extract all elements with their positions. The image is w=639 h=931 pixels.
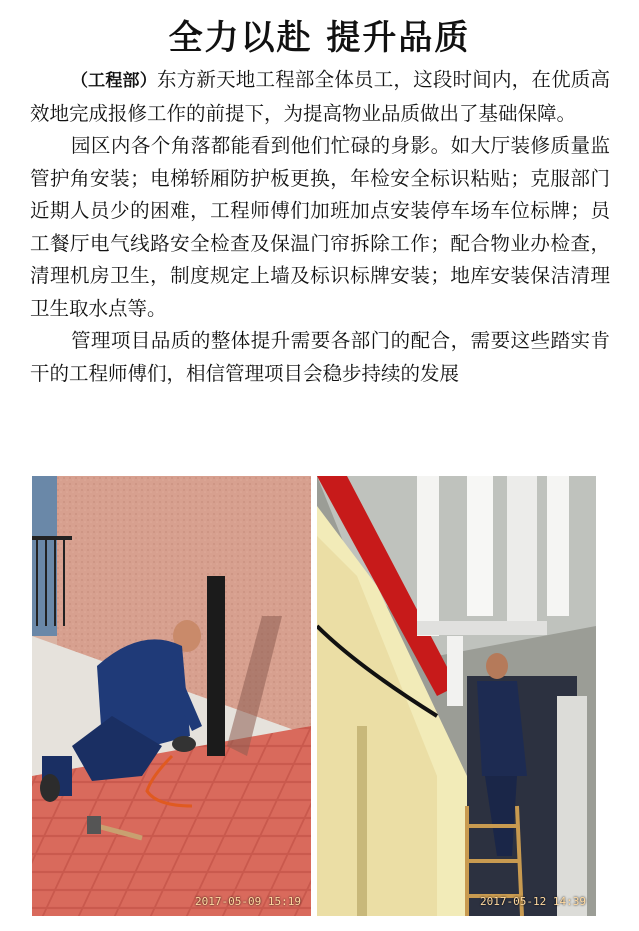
photo-left-image xyxy=(32,476,311,916)
paragraph-1 xyxy=(30,64,610,130)
photo-parking-sign-installation xyxy=(32,476,311,916)
paragraph-3: 管理项目品质的整体提升需要各部门的配合，需要这些踏实肯干的工程师傅们，相信管理项目会稳步持续的发展 xyxy=(30,329,610,385)
article-title: 全力以赴 提升品质 xyxy=(168,18,471,58)
article-body xyxy=(30,64,610,390)
photo-right-timestamp: 2017-05-12 14:39 xyxy=(480,895,586,908)
department-tag: （工程部） xyxy=(70,71,157,91)
paragraph-1-text: 东方新天地工程部全体员工，这段时间内，在优质高效地完成报修工作的前提下，为提高物业品质做出了基础保障。 xyxy=(30,68,610,125)
photo-left-timestamp: 2017-05-09 15:19 xyxy=(195,895,301,908)
photo-ceiling-pipe-work xyxy=(317,476,596,916)
paragraph-2: 园区内各个角落都能看到他们忙碌的身影。如大厅装修质量监管护角安装；电梯轿厢防护板更换，年检安全标识粘贴；克服部门近期人员少的困难，工程师傅们加班加点安装停车场车位标牌；员工餐厅电气线路安全检查及保温门帘拆除工作；配合物业办检查，清理机房卫生，制度规定上墙及标识标牌安装；地库安装保洁清理卫生取水点等。 xyxy=(30,134,610,320)
photo-right-image xyxy=(317,476,596,916)
